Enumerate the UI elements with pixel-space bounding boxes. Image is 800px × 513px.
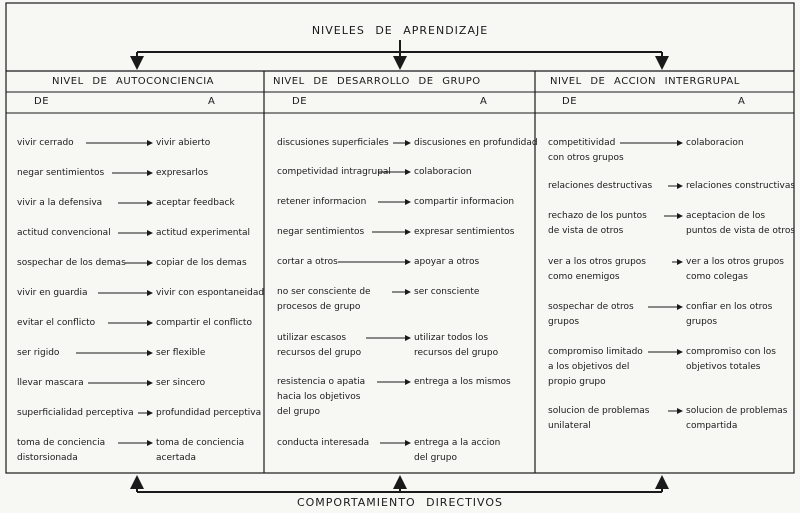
- column-header-desarrollo-grupo: NIVEL DE DESARROLLO DE GRUPO: [273, 76, 481, 87]
- col1-row-10-to: profundidad perceptiva: [156, 408, 262, 418]
- col2-row-8-to: entrega a los mismos: [414, 377, 511, 387]
- col3-row-4-from: ver a los otros grupos como enemigos: [548, 257, 646, 282]
- col1-row-11-from: toma de conciencia distorsionada: [17, 438, 106, 463]
- col1-row-6-from: vivir en guardia: [17, 288, 88, 298]
- col1-row-7-to: compartir el conflicto: [156, 318, 252, 328]
- col2-row-4-to: expresar sentimientos: [414, 227, 515, 237]
- col1-row-4-from: actitud convencional: [17, 228, 111, 238]
- col1-row-6-to: vivir con espontaneidad: [156, 288, 265, 298]
- col1-a-label: A: [208, 96, 216, 107]
- col2-row-1-to: discusiones en profundidad: [414, 138, 538, 148]
- col1-row-4-to: actitud experimental: [156, 228, 251, 238]
- col3-row-6-from: compromiso limitado a los objetivos del propio grupo: [548, 347, 643, 387]
- col1-row-9-from: llevar mascara: [17, 378, 84, 388]
- col2-row-7-from: utilizar escasos recursos del grupo: [277, 333, 362, 358]
- col3-row-4-to: ver a los otros grupos como colegas: [686, 257, 784, 282]
- col2-row-6-to: ser consciente: [414, 287, 480, 297]
- col2-row-7-to: utilizar todos los recursos del grupo: [414, 333, 499, 358]
- diagram-footer: COMPORTAMIENTO DIRECTIVOS: [296, 496, 504, 509]
- column-header-autoconciencia: NIVEL DE AUTOCONCIENCIA: [52, 76, 215, 87]
- col1-row-1-from: vivir cerrado: [17, 138, 74, 148]
- col3-a-label: A: [738, 96, 746, 107]
- col1-de-label: DE: [34, 96, 50, 107]
- col2-de-label: DE: [292, 96, 308, 107]
- col3-row-2-from: relaciones destructivas: [548, 181, 653, 191]
- col2-row-6-from: no ser consciente de procesos de grupo: [277, 287, 371, 312]
- col1-row-1-to: vivir abierto: [156, 138, 211, 148]
- col2-a-label: A: [480, 96, 488, 107]
- col2-row-1-from: discusiones superficiales: [277, 138, 389, 148]
- col2-row-5-to: apoyar a otros: [414, 257, 480, 267]
- col1-row-5-from: sospechar de los demas: [17, 258, 126, 268]
- col3-de-label: DE: [562, 96, 578, 107]
- col1-row-11-to: toma de conciencia acertada: [156, 438, 245, 463]
- col2-row-2-to: colaboracion: [414, 167, 472, 177]
- diagram-title: NIVELES DE APRENDIZAJE: [311, 24, 489, 37]
- col1-row-2-to: expresarlos: [156, 168, 209, 178]
- col2-row-9-to: entrega a la accion del grupo: [414, 438, 501, 463]
- col3-row-7-from: solucion de problemas unilateral: [548, 406, 650, 431]
- col3-row-5-to: confiar en los otros grupos: [686, 302, 773, 327]
- column-header-accion-intergrupal: NIVEL DE ACCION INTERGRUPAL: [550, 76, 740, 87]
- col1-row-10-from: superficialidad perceptiva: [17, 408, 134, 418]
- col1-row-2-from: negar sentimientos: [17, 168, 105, 178]
- col3-row-5-from: sospechar de otros grupos: [548, 302, 634, 327]
- col2-row-9-from: conducta interesada: [277, 438, 370, 448]
- col3-row-3-from: rechazo de los puntos de vista de otros: [548, 211, 647, 236]
- col3-row-1-from: competitividad con otros grupos: [548, 138, 624, 163]
- col3-row-3-to: aceptacion de los puntos de vista de otros: [686, 211, 796, 236]
- col3-row-1-to: colaboracion: [686, 138, 744, 148]
- col1-row-3-to: aceptar feedback: [156, 198, 235, 208]
- col2-row-4-from: negar sentimientos: [277, 227, 365, 237]
- col1-row-8-to: ser flexible: [156, 348, 206, 358]
- col3-row-6-to: compromiso con los objetivos totales: [686, 347, 776, 372]
- col1-row-5-to: copiar de los demas: [156, 258, 247, 268]
- col2-row-3-from: retener informacion: [277, 197, 367, 207]
- col1-row-8-from: ser rigido: [17, 348, 60, 358]
- col1-row-9-to: ser sincero: [156, 378, 206, 388]
- col2-row-2-from: competividad intragrupal: [277, 167, 391, 177]
- col2-row-3-to: compartir informacion: [414, 197, 515, 207]
- col1-row-7-from: evitar el conflicto: [17, 318, 96, 328]
- col3-row-2-to: relaciones constructivas: [686, 181, 796, 191]
- col2-row-5-from: cortar a otros: [277, 257, 338, 267]
- col3-row-7-to: solucion de problemas compartida: [686, 406, 788, 431]
- col1-row-3-from: vivir a la defensiva: [17, 198, 103, 208]
- col2-row-8-from: resistencia o apatia hacia los objetivos del grupo: [277, 377, 366, 417]
